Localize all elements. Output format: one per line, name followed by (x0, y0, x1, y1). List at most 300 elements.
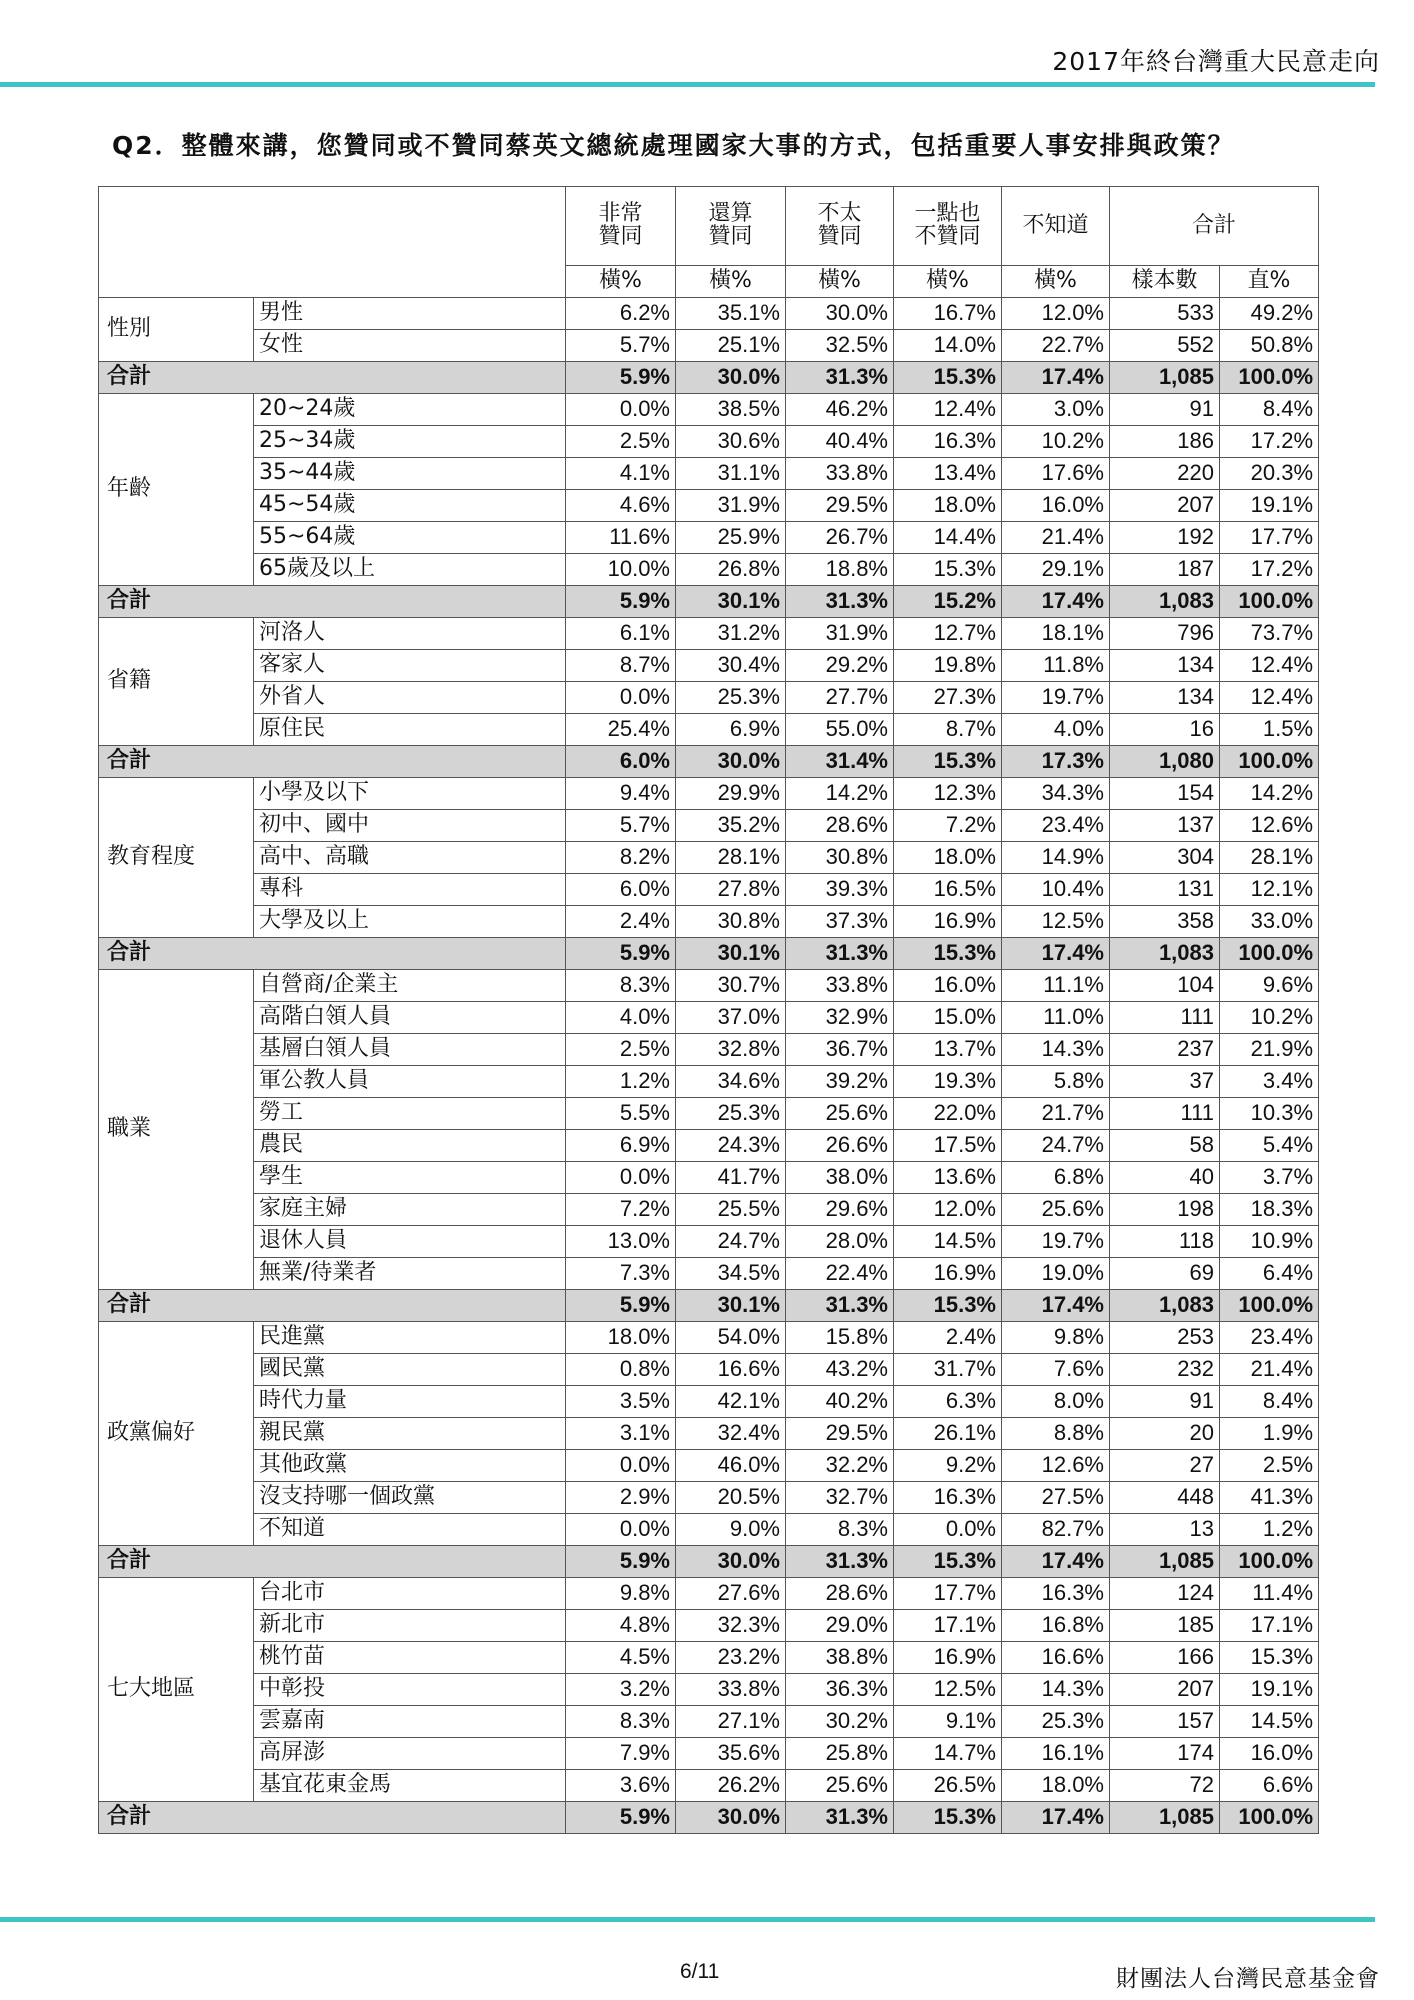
data-cell: 237 (1110, 1034, 1220, 1066)
data-cell: 6.8% (1002, 1162, 1110, 1194)
total-cell: 30.0% (676, 1546, 786, 1578)
data-cell: 7.3% (566, 1258, 676, 1290)
question-title: Q2．整體來講，您贊同或不贊同蔡英文總統處理國家大事的方式，包括重要人事安排與政策？ (112, 131, 1235, 160)
data-cell: 30.4% (676, 650, 786, 682)
table-row (99, 1034, 1319, 1066)
subgroup-label: 65歲及以上 (254, 554, 566, 586)
data-cell: 232 (1110, 1354, 1220, 1386)
total-row (99, 938, 1319, 970)
subgroup-label: 大學及以上 (254, 906, 566, 938)
data-cell: 30.2% (786, 1706, 894, 1738)
col-header-somewhat-disagree: 不太 贊同 (786, 187, 894, 266)
data-cell: 13.7% (894, 1034, 1002, 1066)
subgroup-label: 45~54歲 (254, 490, 566, 522)
data-cell: 13.4% (894, 458, 1002, 490)
total-cell: 17.4% (1002, 586, 1110, 618)
total-cell: 100.0% (1220, 938, 1319, 970)
data-cell: 24.3% (676, 1130, 786, 1162)
data-cell: 11.1% (1002, 970, 1110, 1002)
data-cell: 17.7% (1220, 522, 1319, 554)
data-cell: 33.0% (1220, 906, 1319, 938)
table-row (99, 1098, 1319, 1130)
data-cell: 72 (1110, 1770, 1220, 1802)
data-cell: 29.5% (786, 1418, 894, 1450)
data-cell: 25.9% (676, 522, 786, 554)
data-cell: 9.8% (566, 1578, 676, 1610)
data-cell: 16.0% (1220, 1738, 1319, 1770)
data-cell: 5.5% (566, 1098, 676, 1130)
data-cell: 69 (1110, 1258, 1220, 1290)
total-cell: 1,083 (1110, 1290, 1220, 1322)
data-cell: 73.7% (1220, 618, 1319, 650)
data-cell: 33.8% (676, 1674, 786, 1706)
data-cell: 18.0% (894, 490, 1002, 522)
subgroup-label: 55~64歲 (254, 522, 566, 554)
subgroup-label: 家庭主婦 (254, 1194, 566, 1226)
subgroup-label: 中彰投 (254, 1674, 566, 1706)
data-cell: 6.9% (676, 714, 786, 746)
subgroup-label: 勞工 (254, 1098, 566, 1130)
data-cell: 20.3% (1220, 458, 1319, 490)
data-cell: 54.0% (676, 1322, 786, 1354)
data-cell: 8.3% (786, 1514, 894, 1546)
data-cell: 28.6% (786, 1578, 894, 1610)
data-cell: 3.7% (1220, 1162, 1319, 1194)
table-row (99, 298, 1319, 330)
total-cell: 1,085 (1110, 1546, 1220, 1578)
group-label: 七大地區 (99, 1578, 254, 1802)
subgroup-label: 基宜花東金馬 (254, 1770, 566, 1802)
data-cell: 124 (1110, 1578, 1220, 1610)
subgroup-label: 外省人 (254, 682, 566, 714)
data-cell: 15.0% (894, 1002, 1002, 1034)
data-cell: 6.1% (566, 618, 676, 650)
table-row (99, 1514, 1319, 1546)
data-cell: 4.6% (566, 490, 676, 522)
data-cell: 11.8% (1002, 650, 1110, 682)
subgroup-label: 國民黨 (254, 1354, 566, 1386)
total-row (99, 1290, 1319, 1322)
data-cell: 796 (1110, 618, 1220, 650)
table-row (99, 906, 1319, 938)
total-row (99, 746, 1319, 778)
data-cell: 16.5% (894, 874, 1002, 906)
subgroup-label: 35~44歲 (254, 458, 566, 490)
data-cell: 19.7% (1002, 1226, 1110, 1258)
data-cell: 34.3% (1002, 778, 1110, 810)
data-cell: 28.0% (786, 1226, 894, 1258)
data-cell: 20 (1110, 1418, 1220, 1450)
page-number: 6/11 (680, 1960, 720, 1983)
data-cell: 154 (1110, 778, 1220, 810)
data-cell: 17.2% (1220, 426, 1319, 458)
data-cell: 27.3% (894, 682, 1002, 714)
total-cell: 100.0% (1220, 1290, 1319, 1322)
unit-label: 直% (1220, 266, 1319, 298)
total-cell: 15.3% (894, 746, 1002, 778)
total-cell: 31.3% (786, 362, 894, 394)
data-cell: 5.7% (566, 810, 676, 842)
data-cell: 32.2% (786, 1450, 894, 1482)
data-cell: 12.0% (1002, 298, 1110, 330)
subgroup-label: 高階白領人員 (254, 1002, 566, 1034)
table-row (99, 1770, 1319, 1802)
data-cell: 19.1% (1220, 490, 1319, 522)
data-cell: 23.4% (1220, 1322, 1319, 1354)
data-cell: 8.4% (1220, 394, 1319, 426)
data-cell: 14.5% (1220, 1706, 1319, 1738)
data-cell: 8.8% (1002, 1418, 1110, 1450)
subgroup-label: 自營商/企業主 (254, 970, 566, 1002)
table-row (99, 1706, 1319, 1738)
table-row (99, 1226, 1319, 1258)
col-header-strongly-agree: 非常 贊同 (566, 187, 676, 266)
data-cell: 58 (1110, 1130, 1220, 1162)
group-label: 教育程度 (99, 778, 254, 938)
data-cell: 31.9% (676, 490, 786, 522)
subgroup-label: 初中、國中 (254, 810, 566, 842)
data-cell: 38.5% (676, 394, 786, 426)
subgroup-label: 25~34歲 (254, 426, 566, 458)
data-cell: 131 (1110, 874, 1220, 906)
data-cell: 16.1% (1002, 1738, 1110, 1770)
subgroup-label: 男性 (254, 298, 566, 330)
data-cell: 25.1% (676, 330, 786, 362)
unit-label: 橫% (894, 266, 1002, 298)
data-cell: 19.1% (1220, 1674, 1319, 1706)
total-label: 合計 (99, 1802, 566, 1834)
total-cell: 30.1% (676, 938, 786, 970)
data-cell: 35.6% (676, 1738, 786, 1770)
data-cell: 253 (1110, 1322, 1220, 1354)
data-cell: 16.0% (1002, 490, 1110, 522)
total-cell: 6.0% (566, 746, 676, 778)
data-cell: 29.6% (786, 1194, 894, 1226)
data-cell: 2.9% (566, 1482, 676, 1514)
subgroup-label: 小學及以下 (254, 778, 566, 810)
data-cell: 12.0% (894, 1194, 1002, 1226)
data-cell: 6.0% (566, 874, 676, 906)
data-cell: 12.4% (1220, 650, 1319, 682)
table-row (99, 1738, 1319, 1770)
data-cell: 0.0% (894, 1514, 1002, 1546)
data-cell: 36.7% (786, 1034, 894, 1066)
data-cell: 174 (1110, 1738, 1220, 1770)
data-cell: 29.1% (1002, 554, 1110, 586)
data-cell: 32.8% (676, 1034, 786, 1066)
data-cell: 9.6% (1220, 970, 1319, 1002)
data-cell: 4.8% (566, 1610, 676, 1642)
total-cell: 1,083 (1110, 938, 1220, 970)
total-cell: 1,085 (1110, 1802, 1220, 1834)
total-cell: 100.0% (1220, 1802, 1319, 1834)
total-cell: 5.9% (566, 586, 676, 618)
data-cell: 17.7% (894, 1578, 1002, 1610)
data-cell: 22.4% (786, 1258, 894, 1290)
data-cell: 12.4% (1220, 682, 1319, 714)
data-cell: 38.0% (786, 1162, 894, 1194)
data-cell: 43.2% (786, 1354, 894, 1386)
total-cell: 5.9% (566, 1546, 676, 1578)
data-cell: 1.9% (1220, 1418, 1319, 1450)
subgroup-label: 學生 (254, 1162, 566, 1194)
data-cell: 8.2% (566, 842, 676, 874)
total-row (99, 1802, 1319, 1834)
data-cell: 15.8% (786, 1322, 894, 1354)
data-cell: 25.8% (786, 1738, 894, 1770)
subgroup-label: 女性 (254, 330, 566, 362)
subgroup-label: 不知道 (254, 1514, 566, 1546)
total-cell: 5.9% (566, 938, 676, 970)
data-cell: 16.6% (1002, 1642, 1110, 1674)
data-cell: 12.3% (894, 778, 1002, 810)
data-cell: 40.2% (786, 1386, 894, 1418)
data-cell: 12.6% (1220, 810, 1319, 842)
data-cell: 35.2% (676, 810, 786, 842)
data-cell: 39.3% (786, 874, 894, 906)
data-cell: 27.6% (676, 1578, 786, 1610)
subgroup-label: 高中、高職 (254, 842, 566, 874)
total-cell: 31.3% (786, 1546, 894, 1578)
data-cell: 19.3% (894, 1066, 1002, 1098)
total-cell: 17.4% (1002, 1546, 1110, 1578)
data-cell: 27.8% (676, 874, 786, 906)
total-label: 合計 (99, 1546, 566, 1578)
data-cell: 3.5% (566, 1386, 676, 1418)
table-row (99, 970, 1319, 1002)
table-row (99, 1194, 1319, 1226)
data-cell: 82.7% (1002, 1514, 1110, 1546)
total-cell: 1,085 (1110, 362, 1220, 394)
data-cell: 31.2% (676, 618, 786, 650)
total-cell: 5.9% (566, 1802, 676, 1834)
group-label: 年齡 (99, 394, 254, 586)
data-cell: 34.6% (676, 1066, 786, 1098)
data-cell: 31.7% (894, 1354, 1002, 1386)
data-cell: 30.6% (676, 426, 786, 458)
total-cell: 5.9% (566, 362, 676, 394)
total-cell: 17.4% (1002, 362, 1110, 394)
data-cell: 0.0% (566, 1162, 676, 1194)
data-cell: 32.4% (676, 1418, 786, 1450)
data-cell: 9.1% (894, 1706, 1002, 1738)
data-cell: 19.0% (1002, 1258, 1110, 1290)
subgroup-label: 客家人 (254, 650, 566, 682)
data-cell: 9.4% (566, 778, 676, 810)
total-cell: 100.0% (1220, 746, 1319, 778)
total-label: 合計 (99, 1290, 566, 1322)
data-cell: 14.9% (1002, 842, 1110, 874)
data-cell: 187 (1110, 554, 1220, 586)
table-row (99, 842, 1319, 874)
data-cell: 46.0% (676, 1450, 786, 1482)
data-cell: 16.0% (894, 970, 1002, 1002)
data-cell: 10.2% (1002, 426, 1110, 458)
data-cell: 0.0% (566, 1514, 676, 1546)
total-cell: 100.0% (1220, 586, 1319, 618)
data-cell: 14.5% (894, 1226, 1002, 1258)
table-row (99, 682, 1319, 714)
data-cell: 185 (1110, 1610, 1220, 1642)
data-cell: 111 (1110, 1098, 1220, 1130)
data-cell: 533 (1110, 298, 1220, 330)
data-cell: 28.1% (1220, 842, 1319, 874)
subgroup-label: 基層白領人員 (254, 1034, 566, 1066)
data-cell: 304 (1110, 842, 1220, 874)
data-cell: 17.6% (1002, 458, 1110, 490)
table-row (99, 394, 1319, 426)
data-cell: 26.1% (894, 1418, 1002, 1450)
total-cell: 31.3% (786, 586, 894, 618)
data-cell: 33.8% (786, 970, 894, 1002)
total-row (99, 586, 1319, 618)
unit-label: 橫% (566, 266, 676, 298)
data-cell: 6.6% (1220, 1770, 1319, 1802)
subgroup-label: 高屏澎 (254, 1738, 566, 1770)
data-cell: 7.2% (894, 810, 1002, 842)
data-cell: 26.7% (786, 522, 894, 554)
table-row (99, 1130, 1319, 1162)
data-cell: 28.1% (676, 842, 786, 874)
subgroup-label: 軍公教人員 (254, 1066, 566, 1098)
data-cell: 0.0% (566, 682, 676, 714)
data-cell: 21.7% (1002, 1098, 1110, 1130)
data-cell: 25.6% (786, 1770, 894, 1802)
data-cell: 32.7% (786, 1482, 894, 1514)
data-cell: 27.5% (1002, 1482, 1110, 1514)
data-cell: 31.9% (786, 618, 894, 650)
table-row (99, 618, 1319, 650)
data-cell: 25.6% (786, 1098, 894, 1130)
data-cell: 14.0% (894, 330, 1002, 362)
data-cell: 17.2% (1220, 554, 1319, 586)
table-row (99, 522, 1319, 554)
data-cell: 118 (1110, 1226, 1220, 1258)
data-cell: 134 (1110, 650, 1220, 682)
total-cell: 15.3% (894, 1290, 1002, 1322)
data-cell: 207 (1110, 490, 1220, 522)
data-cell: 12.6% (1002, 1450, 1110, 1482)
data-cell: 1.2% (1220, 1514, 1319, 1546)
data-cell: 1.5% (1220, 714, 1319, 746)
total-row (99, 1546, 1319, 1578)
data-cell: 16.6% (676, 1354, 786, 1386)
unit-label: 橫% (1002, 266, 1110, 298)
subgroup-label: 雲嘉南 (254, 1706, 566, 1738)
total-label: 合計 (99, 586, 566, 618)
col-header-strongly-disagree: 一點也 不贊同 (894, 187, 1002, 266)
data-cell: 358 (1110, 906, 1220, 938)
header-divider (0, 82, 1375, 87)
data-cell: 21.4% (1002, 522, 1110, 554)
total-label: 合計 (99, 746, 566, 778)
data-cell: 8.0% (1002, 1386, 1110, 1418)
data-cell: 17.1% (1220, 1610, 1319, 1642)
data-cell: 16.3% (894, 1482, 1002, 1514)
data-cell: 31.1% (676, 458, 786, 490)
data-cell: 16.3% (894, 426, 1002, 458)
data-cell: 10.3% (1220, 1098, 1319, 1130)
data-cell: 5.4% (1220, 1130, 1319, 1162)
table-row (99, 810, 1319, 842)
data-cell: 6.4% (1220, 1258, 1319, 1290)
table-row (99, 330, 1319, 362)
data-cell: 18.8% (786, 554, 894, 586)
total-cell: 30.0% (676, 1802, 786, 1834)
data-cell: 0.8% (566, 1354, 676, 1386)
unit-label: 橫% (786, 266, 894, 298)
group-label: 性別 (99, 298, 254, 362)
data-cell: 7.2% (566, 1194, 676, 1226)
total-cell: 100.0% (1220, 362, 1319, 394)
data-cell: 2.5% (566, 426, 676, 458)
data-cell: 26.8% (676, 554, 786, 586)
table-row (99, 1450, 1319, 1482)
data-cell: 25.5% (676, 1194, 786, 1226)
data-cell: 8.7% (566, 650, 676, 682)
data-cell: 10.4% (1002, 874, 1110, 906)
data-cell: 3.1% (566, 1418, 676, 1450)
data-cell: 3.2% (566, 1674, 676, 1706)
data-cell: 9.8% (1002, 1322, 1110, 1354)
data-cell: 29.9% (676, 778, 786, 810)
data-cell: 166 (1110, 1642, 1220, 1674)
data-cell: 7.6% (1002, 1354, 1110, 1386)
data-cell: 24.7% (1002, 1130, 1110, 1162)
data-cell: 12.7% (894, 618, 1002, 650)
data-cell: 46.2% (786, 394, 894, 426)
total-cell: 30.1% (676, 586, 786, 618)
table-row (99, 1386, 1319, 1418)
data-cell: 33.8% (786, 458, 894, 490)
subgroup-label: 20~24歲 (254, 394, 566, 426)
subgroup-label: 時代力量 (254, 1386, 566, 1418)
data-cell: 186 (1110, 426, 1220, 458)
data-cell: 16.9% (894, 1258, 1002, 1290)
data-cell: 134 (1110, 682, 1220, 714)
group-label: 政黨偏好 (99, 1322, 254, 1546)
data-cell: 20.5% (676, 1482, 786, 1514)
table-row (99, 1066, 1319, 1098)
subgroup-label: 親民黨 (254, 1418, 566, 1450)
report-title: 2017年終台灣重大民意走向 (1052, 47, 1380, 76)
table-row (99, 1002, 1319, 1034)
data-cell: 29.5% (786, 490, 894, 522)
data-cell: 10.9% (1220, 1226, 1319, 1258)
table-row (99, 1610, 1319, 1642)
data-cell: 104 (1110, 970, 1220, 1002)
data-cell: 16.7% (894, 298, 1002, 330)
data-cell: 8.3% (566, 1706, 676, 1738)
data-cell: 11.4% (1220, 1578, 1319, 1610)
data-cell: 25.6% (1002, 1194, 1110, 1226)
table-row (99, 874, 1319, 906)
data-cell: 15.3% (1220, 1642, 1319, 1674)
data-cell: 9.2% (894, 1450, 1002, 1482)
subgroup-label: 專科 (254, 874, 566, 906)
total-cell: 30.0% (676, 362, 786, 394)
total-cell: 30.0% (676, 746, 786, 778)
data-cell: 5.8% (1002, 1066, 1110, 1098)
organization-name: 財團法人台灣民意基金會 (1116, 1966, 1380, 1992)
data-cell: 17.5% (894, 1130, 1002, 1162)
data-cell: 4.0% (1002, 714, 1110, 746)
data-cell: 15.3% (894, 554, 1002, 586)
data-cell: 7.9% (566, 1738, 676, 1770)
data-cell: 9.0% (676, 1514, 786, 1546)
data-cell: 40 (1110, 1162, 1220, 1194)
total-cell: 31.4% (786, 746, 894, 778)
